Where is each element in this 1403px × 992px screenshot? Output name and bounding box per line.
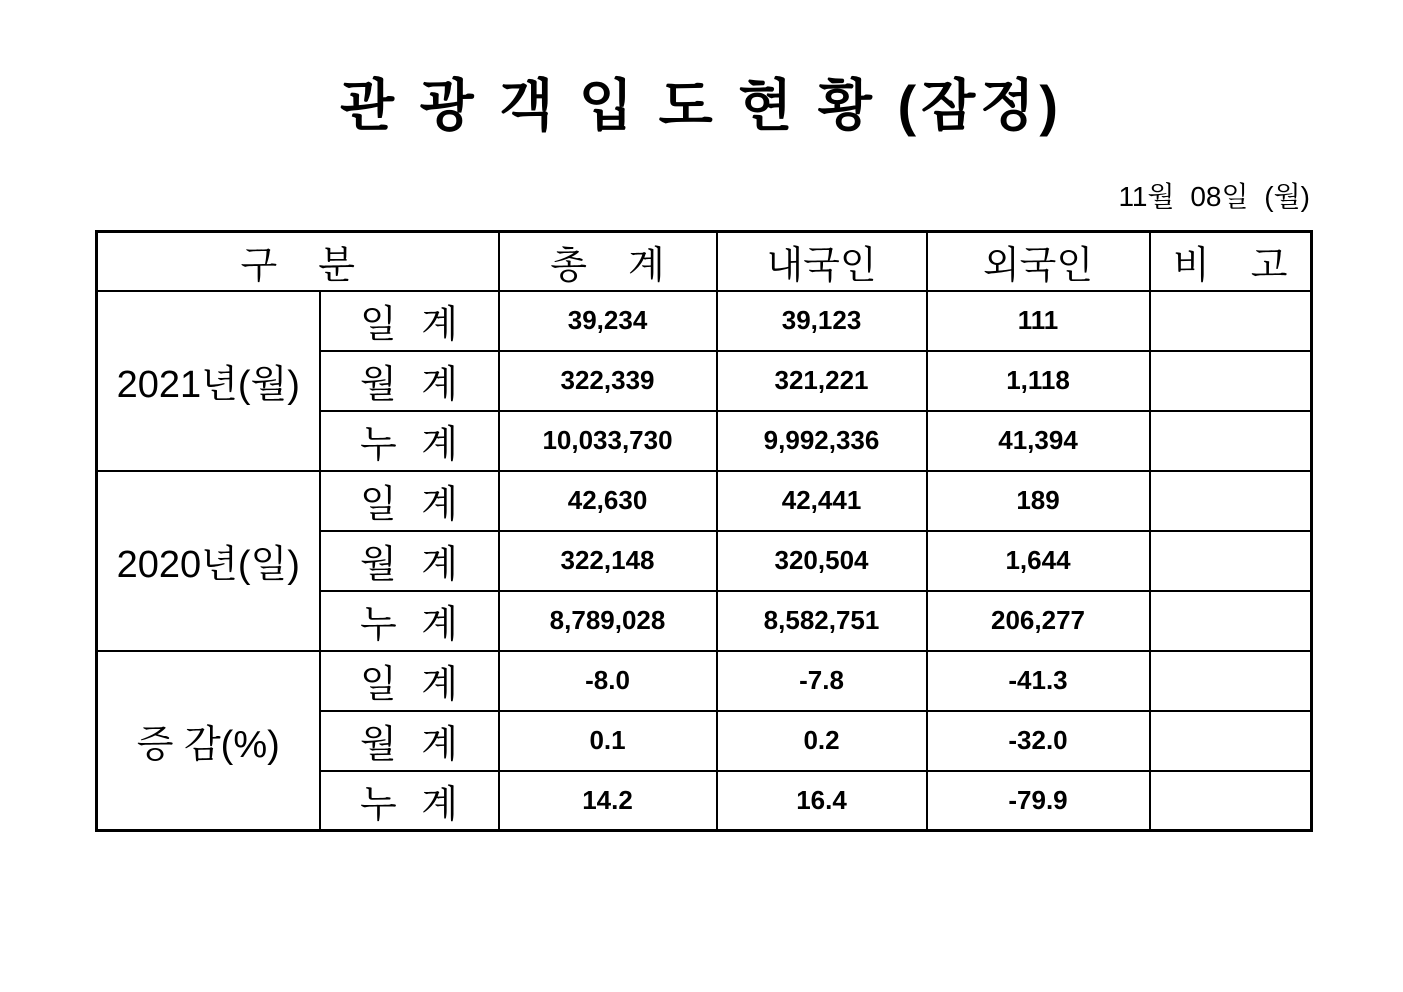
- header-domestic: 내국인: [717, 232, 927, 291]
- value-foreign: 111: [927, 291, 1150, 351]
- value-domestic: 9,992,336: [717, 411, 927, 471]
- value-domestic: 321,221: [717, 351, 927, 411]
- value-total: -8.0: [499, 651, 717, 711]
- value-foreign: -32.0: [927, 711, 1150, 771]
- value-total: 0.1: [499, 711, 717, 771]
- value-remarks: [1150, 531, 1312, 591]
- value-foreign: 189: [927, 471, 1150, 531]
- value-remarks: [1150, 291, 1312, 351]
- value-domestic: -7.8: [717, 651, 927, 711]
- value-domestic: 8,582,751: [717, 591, 927, 651]
- value-total: 42,630: [499, 471, 717, 531]
- value-total: 8,789,028: [499, 591, 717, 651]
- group-label-2021: 2021년(월): [97, 291, 320, 471]
- value-remarks: [1150, 591, 1312, 651]
- row-label-cumulative: 누 계: [320, 591, 499, 651]
- table-row: [97, 291, 1312, 351]
- value-foreign: -41.3: [927, 651, 1150, 711]
- row-label-monthly: 월 계: [320, 531, 499, 591]
- table-row: [97, 471, 1312, 531]
- value-total: 322,339: [499, 351, 717, 411]
- value-domestic: 0.2: [717, 711, 927, 771]
- value-foreign: 41,394: [927, 411, 1150, 471]
- table-row: [97, 651, 1312, 711]
- row-label-daily: 일 계: [320, 471, 499, 531]
- value-total: 14.2: [499, 771, 717, 831]
- table-header-row: [97, 232, 1312, 291]
- value-domestic: 39,123: [717, 291, 927, 351]
- value-total: 39,234: [499, 291, 717, 351]
- row-label-monthly: 월 계: [320, 351, 499, 411]
- value-total: 10,033,730: [499, 411, 717, 471]
- value-remarks: [1150, 771, 1312, 831]
- group-label-2020: 2020년(일): [97, 471, 320, 651]
- value-remarks: [1150, 711, 1312, 771]
- value-foreign: 1,644: [927, 531, 1150, 591]
- report-date: 11월 08일 (월): [1118, 181, 1310, 212]
- value-foreign: 1,118: [927, 351, 1150, 411]
- value-foreign: 206,277: [927, 591, 1150, 651]
- group-label-change-pct: 증 감(%): [97, 651, 320, 831]
- value-domestic: 16.4: [717, 771, 927, 831]
- row-label-daily: 일 계: [320, 651, 499, 711]
- row-label-cumulative: 누 계: [320, 411, 499, 471]
- value-remarks: [1150, 351, 1312, 411]
- header-foreign: 외국인: [927, 232, 1150, 291]
- value-remarks: [1150, 471, 1312, 531]
- value-total: 322,148: [499, 531, 717, 591]
- row-label-monthly: 월 계: [320, 711, 499, 771]
- row-label-daily: 일 계: [320, 291, 499, 351]
- header-remarks: 비 고: [1150, 232, 1312, 291]
- row-label-cumulative: 누 계: [320, 771, 499, 831]
- value-remarks: [1150, 651, 1312, 711]
- value-domestic: 42,441: [717, 471, 927, 531]
- value-remarks: [1150, 411, 1312, 471]
- tourist-arrivals-table: [95, 230, 1313, 832]
- header-category: 구 분: [97, 232, 499, 291]
- document-title: 관 광 객 입 도 현 황 (잠정): [339, 74, 1064, 137]
- value-foreign: -79.9: [927, 771, 1150, 831]
- header-total: 총 계: [499, 232, 717, 291]
- value-domestic: 320,504: [717, 531, 927, 591]
